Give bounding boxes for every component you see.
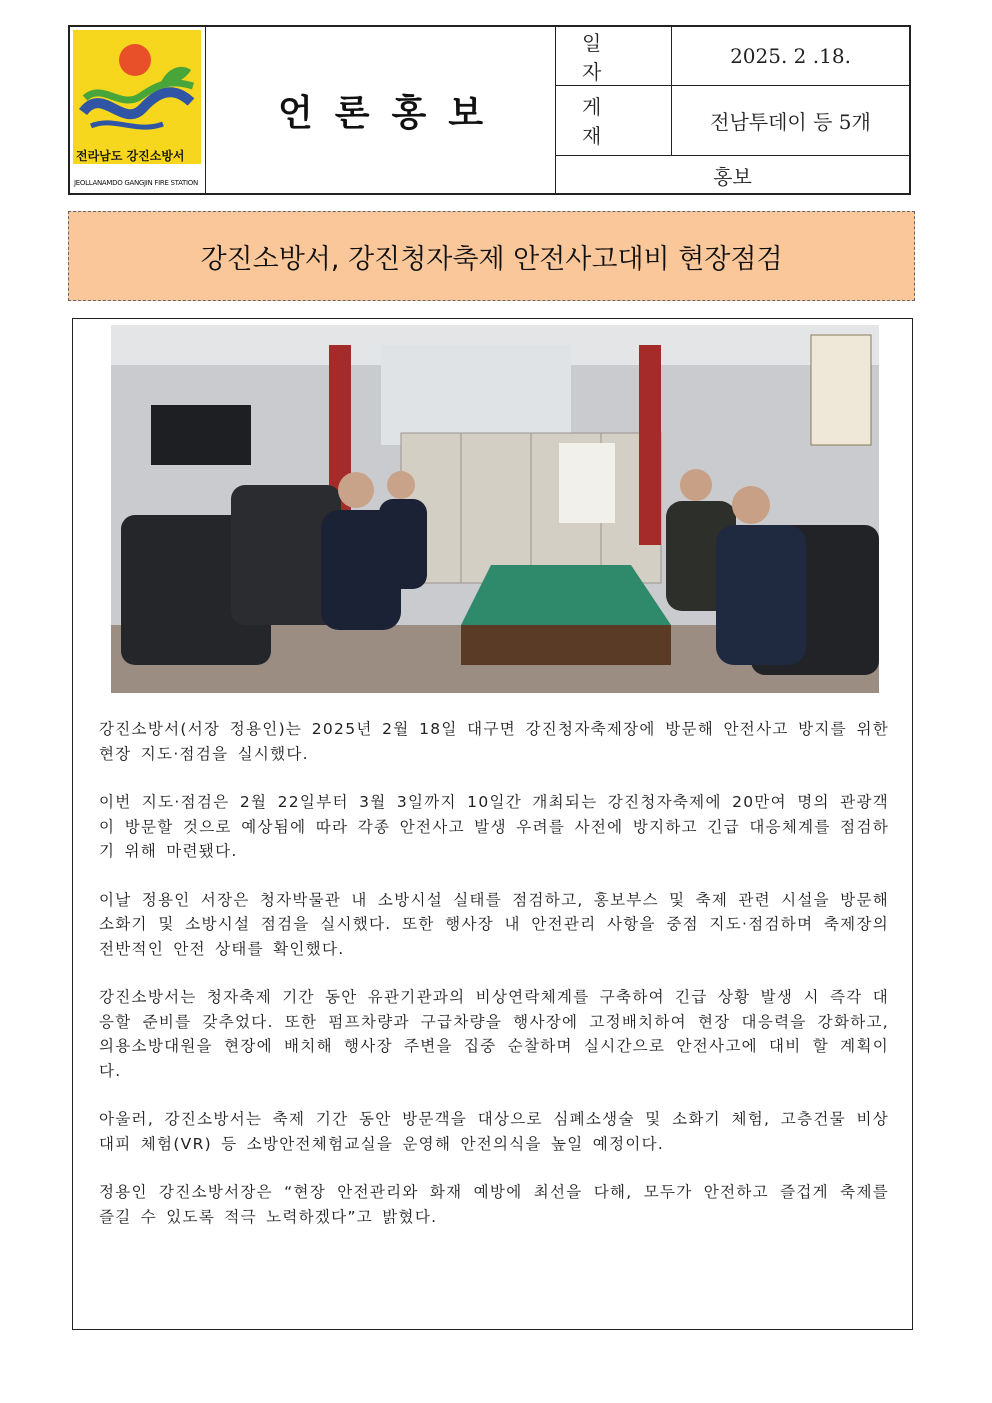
logo-cell <box>70 27 206 193</box>
article-paragraph: 정용인 강진소방서장은 “현장 안전관리와 화재 예방에 최선을 다해, 모두가 안전하고 즐겁게 축제를 즐길 수 있도록 적극 노력하겠다”고 밝혔다. <box>99 1183 889 1226</box>
meeting-photo <box>111 325 879 693</box>
date-row <box>556 27 909 86</box>
doc-type-cell <box>206 27 556 193</box>
org-name: 전라남도 강진소방서 <box>76 149 185 163</box>
fire-station-logo <box>73 30 201 164</box>
meta-table <box>556 27 909 193</box>
header-table <box>68 25 911 195</box>
date-value: 2025. 2 .18. <box>730 44 851 68</box>
headline-box <box>68 211 915 301</box>
article-body <box>99 717 889 1253</box>
publication-row <box>556 85 909 156</box>
doc-type-title: 언론홍보 <box>277 91 506 134</box>
meeting-scene-image <box>111 325 879 693</box>
org-name-en: JEOLLANAMDO GANGJIN FIRE STATION <box>74 179 198 187</box>
publication-label: 게 재 <box>556 85 672 155</box>
sun-wave-icon <box>73 30 201 144</box>
category-value: 홍보 <box>713 164 752 189</box>
article-frame <box>72 318 913 1330</box>
article-paragraph: 강진소방서(서장 정용인)는 2025년 2월 18일 대구면 강진청자축제장에 방문해 안전사고 방지를 위한 현장 지도·점검을 실시했다. <box>99 720 889 763</box>
publication-value: 전남투데이 등 5개 <box>710 109 871 134</box>
article-paragraph: 이번 지도·점검은 2월 22일부터 3월 3일까지 10일간 개최되는 강진청자축제에 20만여 명의 관광객이 방문할 것으로 예상됨에 따라 각종 안전사고 발생 우려를 사전에 방지하고 긴급 대응체계를 점검하기 위해 마련됐다. <box>99 793 889 860</box>
article-paragraph: 아울러, 강진소방서는 축제 기간 동안 방문객을 대상으로 심폐소생술 및 소화기 체험, 고층건물 비상대피 체험(VR) 등 소방안전체험교실을 운영해 안전의식을 높일 예정이다. <box>99 1110 889 1153</box>
article-paragraph: 이날 정용인 서장은 청자박물관 내 소방시설 실태를 점검하고, 홍보부스 및 축제 관련 시설을 방문해 소화기 및 소방시설 점검을 실시했다. 또한 행사장 내 안전관리 사항을 중점 지도·점검하며 축제장의 전반적인 안전 상태를 확인했다. <box>99 890 889 958</box>
headline-text: 강진소방서, 강진청자축제 안전사고대비 현장점검 <box>200 243 783 275</box>
article-paragraph: 강진소방서는 청자축제 기간 동안 유관기관과의 비상연락체계를 구축하여 긴급 상황 발생 시 즉각 대응할 준비를 갖추었다. 또한 펌프차량과 구급차량을 행사장에 고정배치하여 현장 대응력을 강화하고, 의용소방대원을 현장에 배치해 행사장 주변을 집중 순찰하며 실시간으로 안전사고에 대비 할 계획이다. <box>99 988 889 1080</box>
category-row <box>556 155 909 195</box>
date-label: 일 자 <box>556 27 672 85</box>
